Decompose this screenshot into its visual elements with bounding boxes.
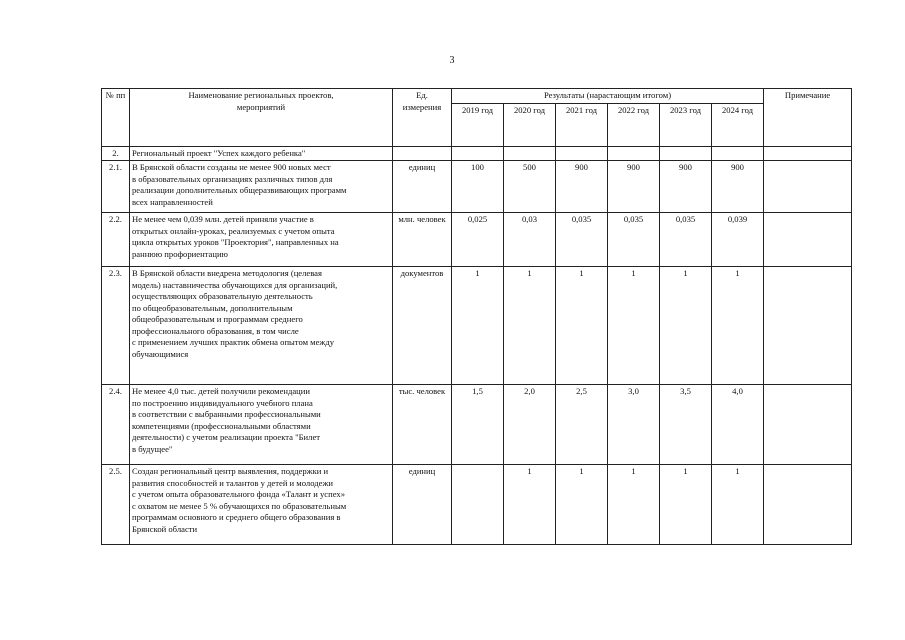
empty-cell	[452, 146, 504, 161]
row-value: 900	[660, 161, 712, 213]
header-year: 2024 год	[712, 103, 764, 146]
row-value: 0,035	[556, 213, 608, 267]
row-value	[452, 465, 504, 545]
header-year: 2019 год	[452, 103, 504, 146]
header-unit: Ед. измерения	[393, 89, 452, 147]
row-value: 4,0	[712, 385, 764, 465]
row-note	[764, 385, 852, 465]
row-note	[764, 161, 852, 213]
row-num: 2.3.	[102, 267, 130, 385]
results-table	[101, 88, 852, 545]
header-year: 2023 год	[660, 103, 712, 146]
row-value: 1	[556, 465, 608, 545]
header-results: Результаты (нарастающим итогом)	[452, 89, 764, 104]
section-title: Региональный проект "Успех каждого ребенка"	[130, 146, 393, 161]
table-row	[102, 267, 852, 385]
header-num: № пп	[102, 89, 130, 147]
row-num: 2.5.	[102, 465, 130, 545]
row-value: 900	[556, 161, 608, 213]
row-value: 1	[504, 267, 556, 385]
row-unit: млн. человек	[393, 213, 452, 267]
row-value: 1	[660, 465, 712, 545]
row-value: 900	[712, 161, 764, 213]
row-unit: единиц	[393, 161, 452, 213]
row-num: 2.1.	[102, 161, 130, 213]
row-value: 1	[712, 267, 764, 385]
header-year: 2022 год	[608, 103, 660, 146]
empty-cell	[393, 146, 452, 161]
row-num: 2.2.	[102, 213, 130, 267]
header-note: Примечание	[764, 89, 852, 147]
header-name: Наименование региональных проектов, мероприятий	[130, 89, 393, 147]
row-note	[764, 213, 852, 267]
row-unit: документов	[393, 267, 452, 385]
empty-cell	[764, 146, 852, 161]
row-value: 1,5	[452, 385, 504, 465]
row-num: 2.4.	[102, 385, 130, 465]
row-value: 0,03	[504, 213, 556, 267]
row-unit: тыс. человек	[393, 385, 452, 465]
header-row	[102, 89, 852, 104]
section-row	[102, 146, 852, 161]
row-value: 1	[712, 465, 764, 545]
row-value: 3,0	[608, 385, 660, 465]
row-value: 1	[504, 465, 556, 545]
row-value: 100	[452, 161, 504, 213]
row-value: 2,5	[556, 385, 608, 465]
empty-cell	[504, 146, 556, 161]
page-number: 3	[449, 55, 455, 66]
row-name: Не менее 4,0 тыс. детей получили рекомендации по построению индивидуального учебного плана в соответствии с выбранными профессиональными компетенциями (профессиональными областями деятельности) с учетом реализации проекта "Билет в будущее"	[130, 385, 393, 465]
row-value: 1	[608, 267, 660, 385]
row-value: 2,0	[504, 385, 556, 465]
header-year: 2020 год	[504, 103, 556, 146]
section-num: 2.	[102, 146, 130, 161]
row-value: 1	[556, 267, 608, 385]
row-name: Создан региональный центр выявления, поддержки и развития способностей и талантов у детей и молодежи с учетом опыта образовательного фонда «Талант и успех» с охватом не менее 5 % обучающихся по образовательным программам основного и среднего общего образования в Брянской области	[130, 465, 393, 545]
table-row	[102, 213, 852, 267]
row-unit: единиц	[393, 465, 452, 545]
table-row	[102, 385, 852, 465]
row-value: 500	[504, 161, 556, 213]
row-value: 0,025	[452, 213, 504, 267]
table-row	[102, 161, 852, 213]
empty-cell	[712, 146, 764, 161]
row-value: 3,5	[660, 385, 712, 465]
row-value: 1	[452, 267, 504, 385]
row-value: 900	[608, 161, 660, 213]
header-year: 2021 год	[556, 103, 608, 146]
table-row	[102, 465, 852, 545]
row-value: 0,039	[712, 213, 764, 267]
row-name: В Брянской области внедрена методология (целевая модель) наставничества обучающихся для организаций, осуществляющих образовательную деятельность по общеобразовательным, дополнительным общеобразовательным и программам среднего профессионального образования, в том числе с применением лучших практик обмена опытом между обучающимися	[130, 267, 393, 385]
row-name: В Брянской области созданы не менее 900 новых мест в образовательных организациях различных типов для реализации дополнительных общеразвивающих программ всех направленностей	[130, 161, 393, 213]
row-value: 1	[660, 267, 712, 385]
row-value: 1	[608, 465, 660, 545]
row-note	[764, 267, 852, 385]
row-name: Не менее чем 0,039 млн. детей приняли участие в открытых онлайн-уроках, реализуемых с учетом опыта цикла открытых уроков "Проектория", направленных на раннюю профориентацию	[130, 213, 393, 267]
empty-cell	[556, 146, 608, 161]
empty-cell	[660, 146, 712, 161]
row-value: 0,035	[660, 213, 712, 267]
empty-cell	[608, 146, 660, 161]
row-note	[764, 465, 852, 545]
row-value: 0,035	[608, 213, 660, 267]
